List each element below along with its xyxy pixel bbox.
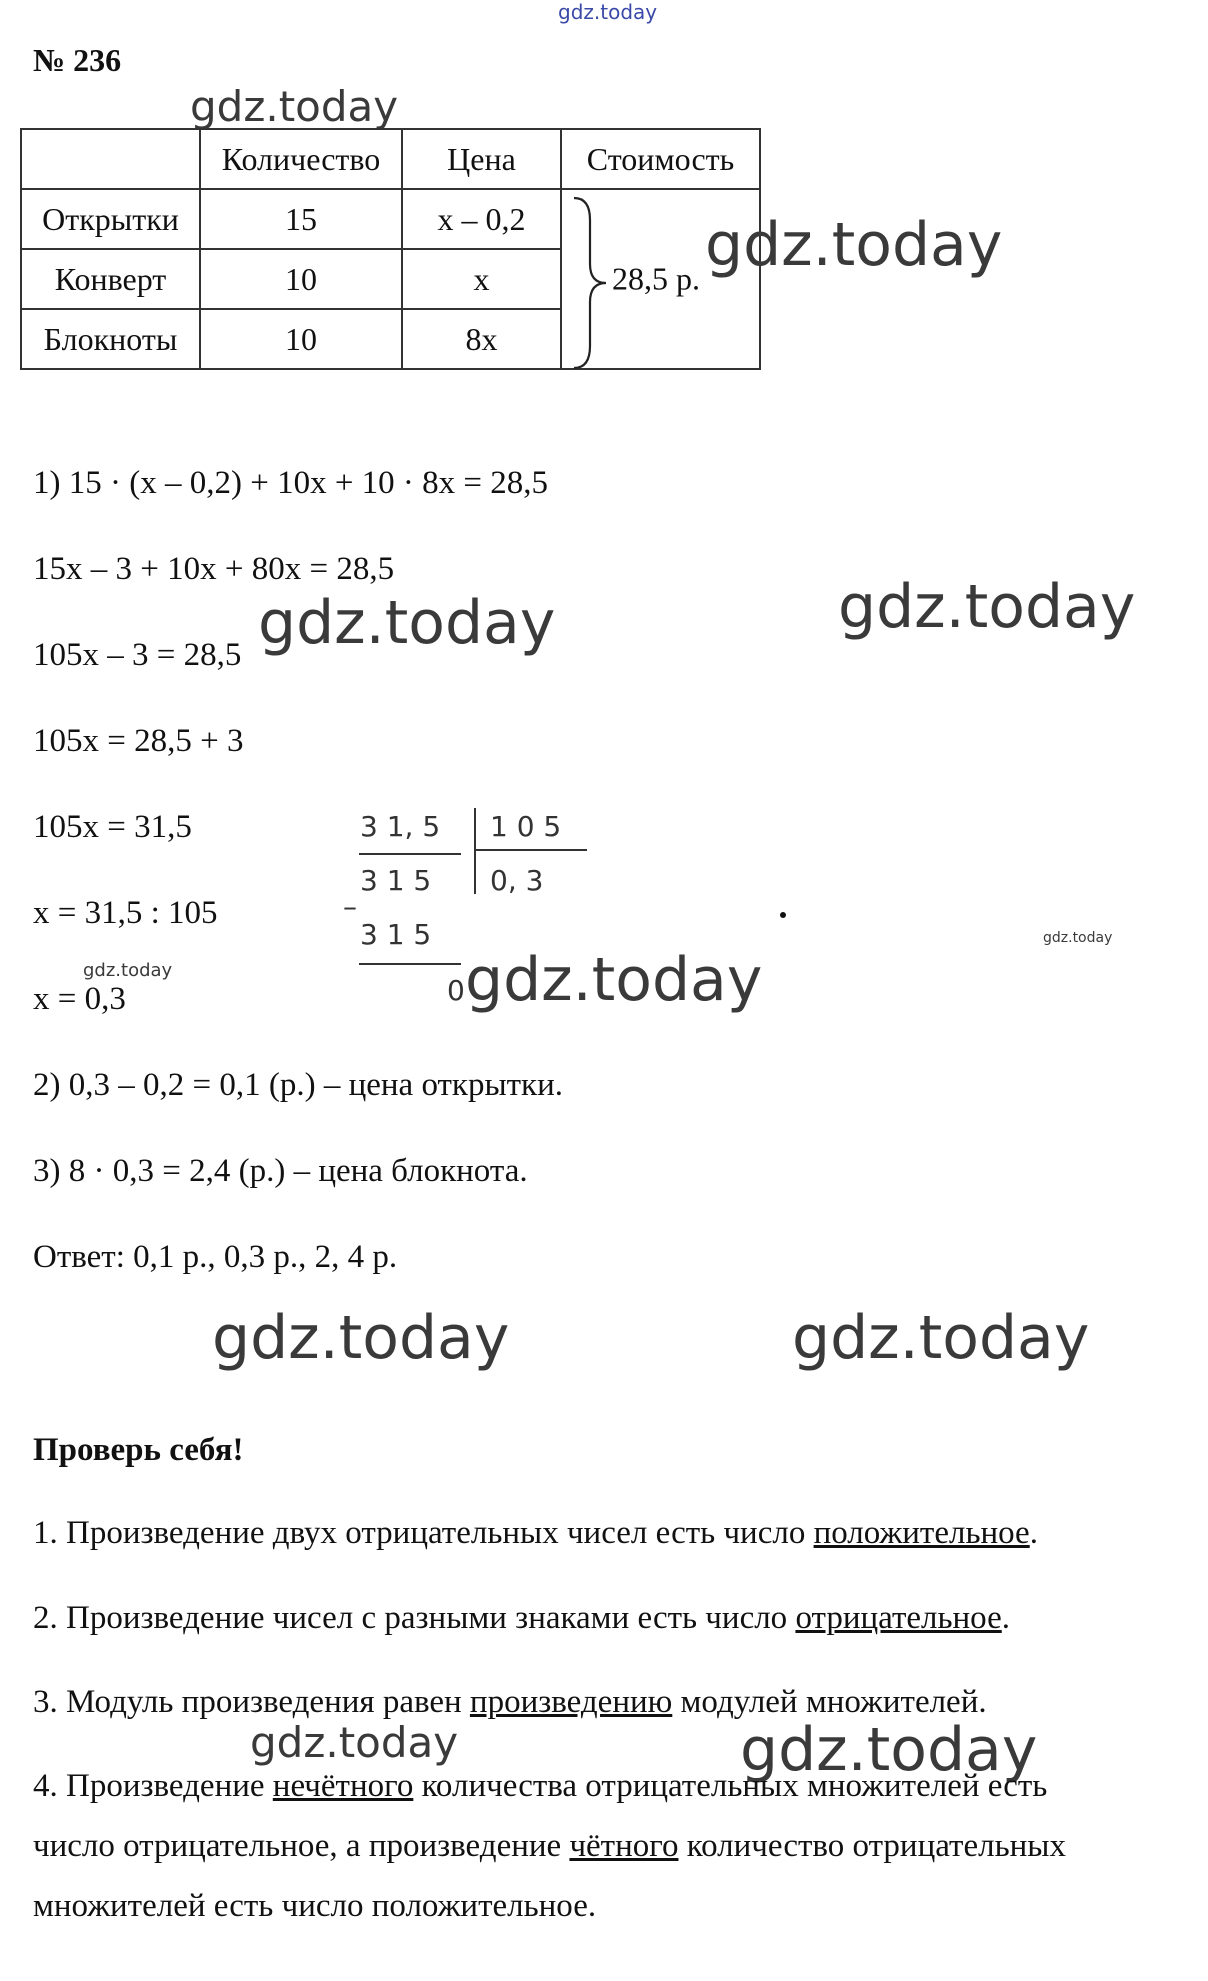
- check-item-answer: чётного: [569, 1828, 679, 1864]
- table-header-cell: [21, 129, 200, 189]
- check-heading: Проверь себя!: [33, 1432, 244, 1468]
- check-item-text: 3. Модуль произведения равен: [33, 1684, 470, 1720]
- watermark: gdz.today: [212, 1303, 510, 1373]
- table-header-cell: Количество: [200, 129, 402, 189]
- row-quantity: 10: [200, 309, 402, 369]
- solution-line: 105x = 28,5 + 3: [33, 723, 244, 759]
- row-label: Блокноты: [21, 309, 200, 369]
- watermark: gdz.today: [250, 1718, 459, 1767]
- check-item-text: 2. Произведение чисел с разными знаками есть число: [33, 1600, 796, 1636]
- table-header-row: [21, 129, 760, 189]
- watermark: gdz.today: [465, 945, 763, 1015]
- division-dividend: 3 1, 5: [360, 810, 441, 843]
- watermark: gdz.today: [705, 210, 1003, 280]
- check-item-1: [33, 1515, 1038, 1552]
- division-quotient: 0, 3: [490, 864, 544, 897]
- division-divisor: 1 0 5: [490, 810, 562, 843]
- check-item-text: .: [1001, 1600, 1010, 1636]
- row-label: Конверт: [21, 249, 200, 309]
- watermark: gdz.today: [740, 1715, 1038, 1785]
- check-item-answer: нечётного: [272, 1768, 414, 1804]
- check-item-text: .: [1029, 1515, 1038, 1551]
- answer-line: Ответ: 0,1 р., 0,3 р., 2, 4 р.: [33, 1239, 398, 1275]
- solution-line: 15x – 3 + 10x + 80x = 28,5: [33, 551, 395, 587]
- row-price: 8x: [402, 309, 561, 369]
- check-item-answer: отрицательное: [795, 1600, 1002, 1636]
- solution-line: x = 0,3: [33, 981, 126, 1017]
- division-lines: [355, 802, 595, 982]
- check-item-text: 1. Произведение двух отрицательных чисел есть число: [33, 1515, 814, 1551]
- check-item-4-cont: [33, 1828, 1066, 1865]
- watermark-top: gdz.today: [558, 0, 658, 24]
- solution-line: 1) 15 · (x – 0,2) + 10x + 10 · 8x = 28,5: [33, 465, 549, 501]
- watermark: gdz.today: [1043, 930, 1113, 946]
- stray-dot: [780, 912, 786, 918]
- check-item-text: количество отрицательных: [678, 1828, 1066, 1864]
- table-header-cell: Цена: [402, 129, 561, 189]
- row-quantity: 10: [200, 249, 402, 309]
- watermark: gdz.today: [258, 588, 556, 658]
- row-price: x: [402, 249, 561, 309]
- watermark: gdz.today: [190, 82, 399, 131]
- check-item-text: число отрицательное, а произведение: [33, 1828, 570, 1864]
- check-item-4-end: множителей есть число положительное.: [33, 1888, 597, 1924]
- watermark: gdz.today: [83, 960, 173, 981]
- problem-title: № 236: [33, 42, 122, 78]
- watermark: gdz.today: [792, 1303, 1090, 1373]
- division-minus-sign: –: [343, 890, 357, 923]
- table-row: [21, 189, 760, 249]
- row-price: x – 0,2: [402, 189, 561, 249]
- solution-line: x = 31,5 : 105: [33, 895, 218, 931]
- division-remainder: 0: [447, 974, 465, 1007]
- problem-table: [20, 128, 761, 370]
- row-quantity: 15: [200, 189, 402, 249]
- check-item-answer: произведению: [469, 1684, 673, 1720]
- check-item-answer: положительное: [813, 1515, 1030, 1551]
- check-item-text: модулей множителей.: [672, 1684, 987, 1720]
- watermark: gdz.today: [838, 572, 1136, 642]
- solution-line: 2) 0,3 – 0,2 = 0,1 (р.) – цена открытки.: [33, 1067, 563, 1103]
- check-item-3: [33, 1684, 987, 1721]
- check-item-text: 4. Произведение: [33, 1768, 273, 1804]
- solution-line: 3) 8 · 0,3 = 2,4 (р.) – цена блокнота.: [33, 1153, 528, 1189]
- division-subtrahend: 3 1 5: [360, 864, 432, 897]
- check-item-2: [33, 1600, 1010, 1637]
- check-item-4: [33, 1768, 1047, 1805]
- check-item-text: количества отрицательных множителей есть: [413, 1768, 1048, 1804]
- total-cost-cell: [561, 189, 760, 369]
- solution-line: 105x = 31,5: [33, 809, 192, 845]
- division-second-row: 3 1 5: [360, 918, 432, 951]
- solution-line: 105x – 3 = 28,5: [33, 637, 242, 673]
- row-label: Открытки: [21, 189, 200, 249]
- table-header-cell: Стоимость: [561, 129, 760, 189]
- total-cost-value: 28,5 р.: [612, 260, 700, 297]
